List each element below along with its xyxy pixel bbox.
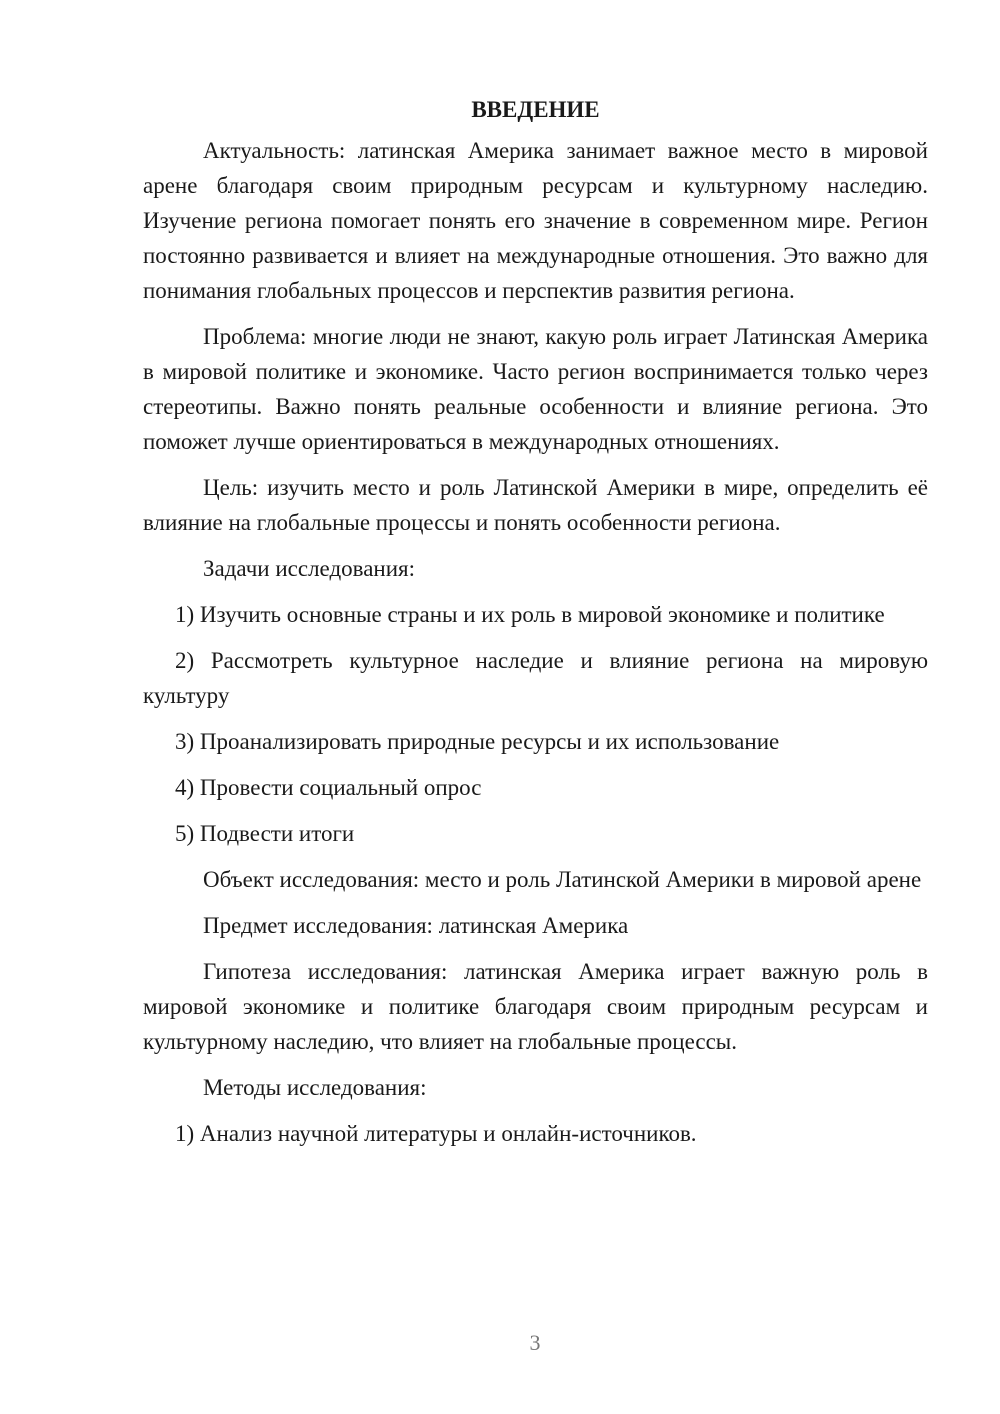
- goal-paragraph: Цель: изучить место и роль Латинской Америки в мире, определить её влияние на глобальные процессы и понять особенности региона.: [143, 475, 928, 535]
- object-paragraph: Объект исследования: место и роль Латинской Америки в мировой арене: [203, 867, 922, 892]
- task-item: 2) Рассмотреть культурное наследие и влияние региона на мировую культуру: [143, 648, 928, 708]
- method-item: 1) Анализ научной литературы и онлайн-источников.: [175, 1121, 697, 1146]
- subject-paragraph: Предмет исследования: латинская Америка: [203, 913, 629, 938]
- page-title: ВВЕДЕНИЕ: [471, 97, 600, 122]
- tasks-heading: Задачи исследования:: [203, 556, 416, 581]
- problem-paragraph: Проблема: многие люди не знают, какую роль играет Латинская Америка в мировой политике и экономике. Часто регион воспринимается только через стереотипы. Важно понять реальные особенности и влияние региона. Это поможет лучше ориентироваться в международных отношениях.: [143, 324, 928, 454]
- task-item: 5) Подвести итоги: [175, 821, 355, 846]
- hypothesis-paragraph: Гипотеза исследования: латинская Америка играет важную роль в мировой экономике и политике благодаря своим природным ресурсам и культурному наследию, что влияет на глобальные процессы.: [143, 959, 928, 1054]
- task-item: 4) Провести социальный опрос: [175, 775, 482, 800]
- task-item: 3) Проанализировать природные ресурсы и их использование: [175, 729, 780, 754]
- document-page: [143, 92, 928, 1162]
- page-number: 3: [529, 1330, 541, 1355]
- relevance-paragraph: Актуальность: латинская Америка занимает важное место в мировой арене благодаря своим природным ресурсам и культурному наследию. Изучение региона помогает понять его значение в современном мире. Регион постоянно развивается и влияет на международные отношения. Это важно для понимания глобальных процессов и перспектив развития региона.: [143, 138, 928, 303]
- methods-heading: Методы исследования:: [203, 1075, 427, 1100]
- task-item: 1) Изучить основные страны и их роль в мировой экономике и политике: [175, 602, 885, 627]
